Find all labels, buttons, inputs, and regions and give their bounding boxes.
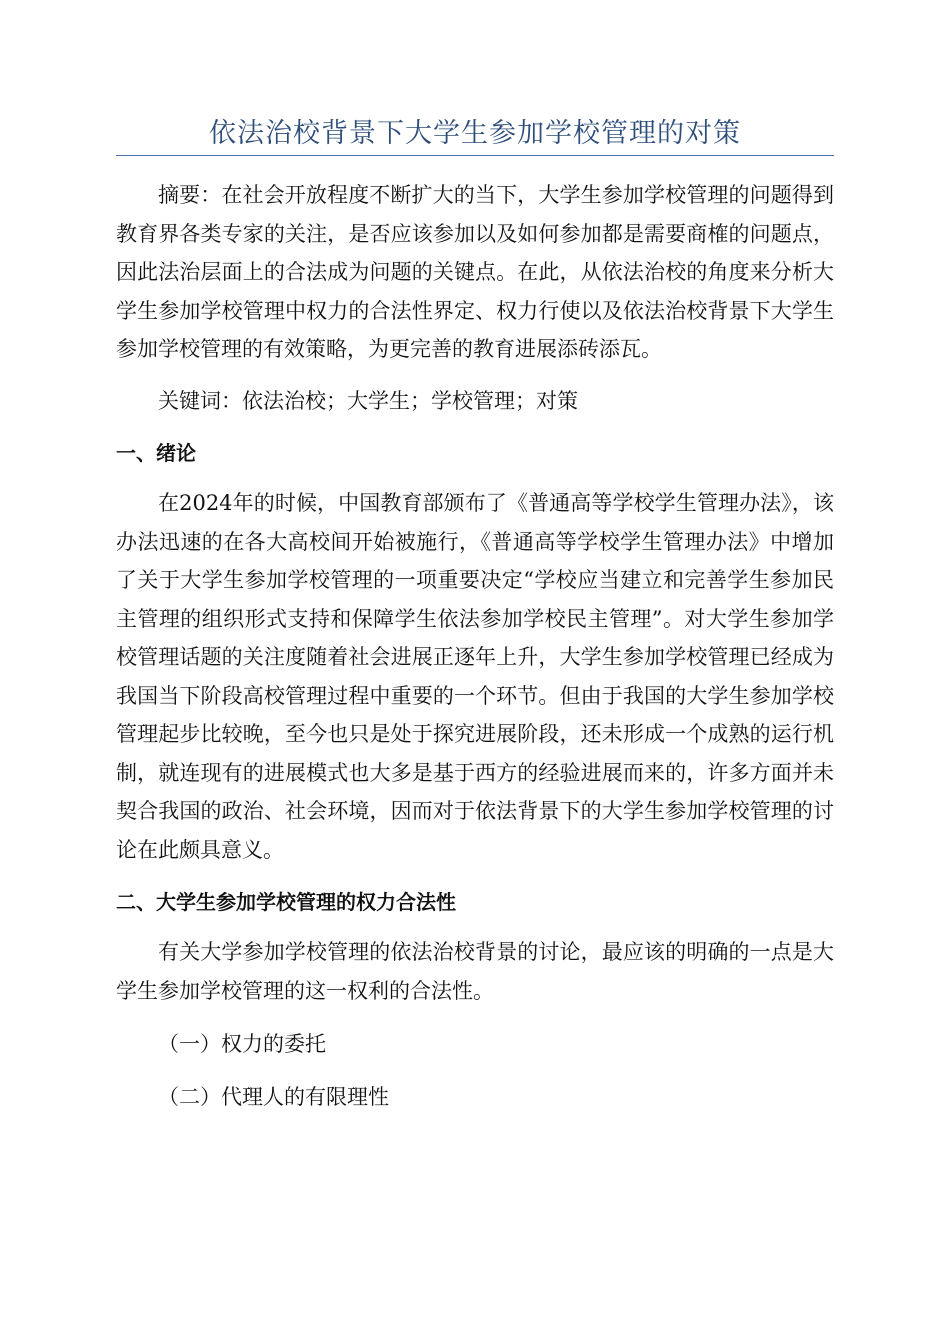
title-underline (116, 155, 834, 156)
document-page (116, 0, 834, 1116)
keywords-line: 关键词：依法治校；大学生；学校管理；对策 (158, 388, 578, 413)
section-heading-legitimacy: 二、大学生参加学校管理的权力合法性 (116, 890, 456, 914)
introduction-paragraph: 在2024年的时候，中国教育部颁布了《普通高等学校学生管理办法》，该办法迅速的在各大高校间开始被施行，《普通高等学校学生管理办法》中增加了关于大学生参加学校管理的一项重要决定“学校应当建立和完善学生参加民主管理的组织形式支持和保障学生依法参加学校民主管理”。对大学生参加学校管理话题的关注度随着社会进展正逐年上升，大学生参加学校管理已经成为我国当下阶段高校管理过程中重要的一个环节。但由于我国的大学生参加学校管理起步比较晚，至今也只是处于探究进展阶段，还未形成一个成熟的运行机制，就连现有的进展模式也大多是基于西方的经验进展而来的，许多方面并未契合我国的政治、社会环境，因而对于依法背景下的大学生参加学校管理的讨论在此颇具意义。 (116, 491, 834, 862)
section-heading-introduction: 一、绪论 (116, 441, 196, 465)
abstract-paragraph: 摘要：在社会开放程度不断扩大的当下，大学生参加学校管理的问题得到教育界各类专家的关注，是否应该参加以及如何参加都是需要商榷的问题点，因此法治层面上的合法成为问题的关键点。在此，从依法治校的角度来分析大学生参加学校管理中权力的合法性界定、权力行使以及依法治校背景下大学生参加学校管理的有效策略，为更完善的教育进展添砖添瓦。 (116, 183, 834, 361)
subsection-heading-delegation: （一）权力的委托 (158, 1032, 326, 1056)
subsection-heading-bounded-rationality: （二）代理人的有限理性 (158, 1085, 389, 1109)
document-title: 依法治校背景下大学生参加学校管理的对策 (209, 118, 741, 149)
legitimacy-paragraph: 有关大学参加学校管理的依法治校背景的讨论，最应该的明确的一点是大学生参加学校管理的这一权利的合法性。 (116, 940, 834, 1003)
